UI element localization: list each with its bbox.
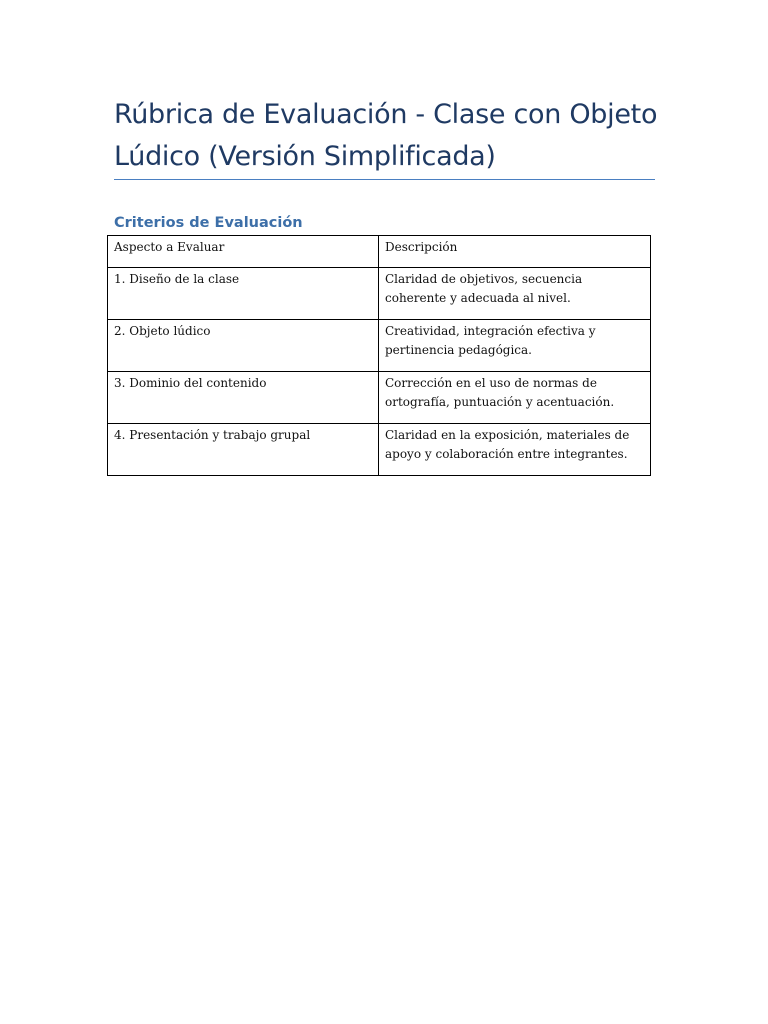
section-heading: Criterios de Evaluación: [114, 215, 303, 231]
table-row: [108, 424, 651, 476]
row-aspect: 1. Diseño de la clase: [108, 268, 379, 320]
header-description: Descripción: [379, 236, 651, 268]
row-description: Claridad en la exposición, materiales de apoyo y colaboración entre integrantes.: [379, 424, 651, 476]
row-description: Corrección en el uso de normas de ortografía, puntuación y acentuación.: [379, 372, 651, 424]
table-row: [108, 268, 651, 320]
criteria-table: [107, 235, 651, 476]
document-title: Rúbrica de Evaluación - Clase con Objeto Lúdico (Versión Simplificada): [114, 99, 658, 172]
row-description: Claridad de objetivos, secuencia coherente y adecuada al nivel.: [379, 268, 651, 320]
table-row: [108, 320, 651, 372]
row-description: Creatividad, integración efectiva y pertinencia pedagógica.: [379, 320, 651, 372]
title-underline: [114, 179, 655, 180]
row-aspect: 4. Presentación y trabajo grupal: [108, 424, 379, 476]
table-header-row: [108, 236, 651, 268]
header-aspect: Aspecto a Evaluar: [108, 236, 379, 268]
table-row: [108, 372, 651, 424]
row-aspect: 3. Dominio del contenido: [108, 372, 379, 424]
row-aspect: 2. Objeto lúdico: [108, 320, 379, 372]
